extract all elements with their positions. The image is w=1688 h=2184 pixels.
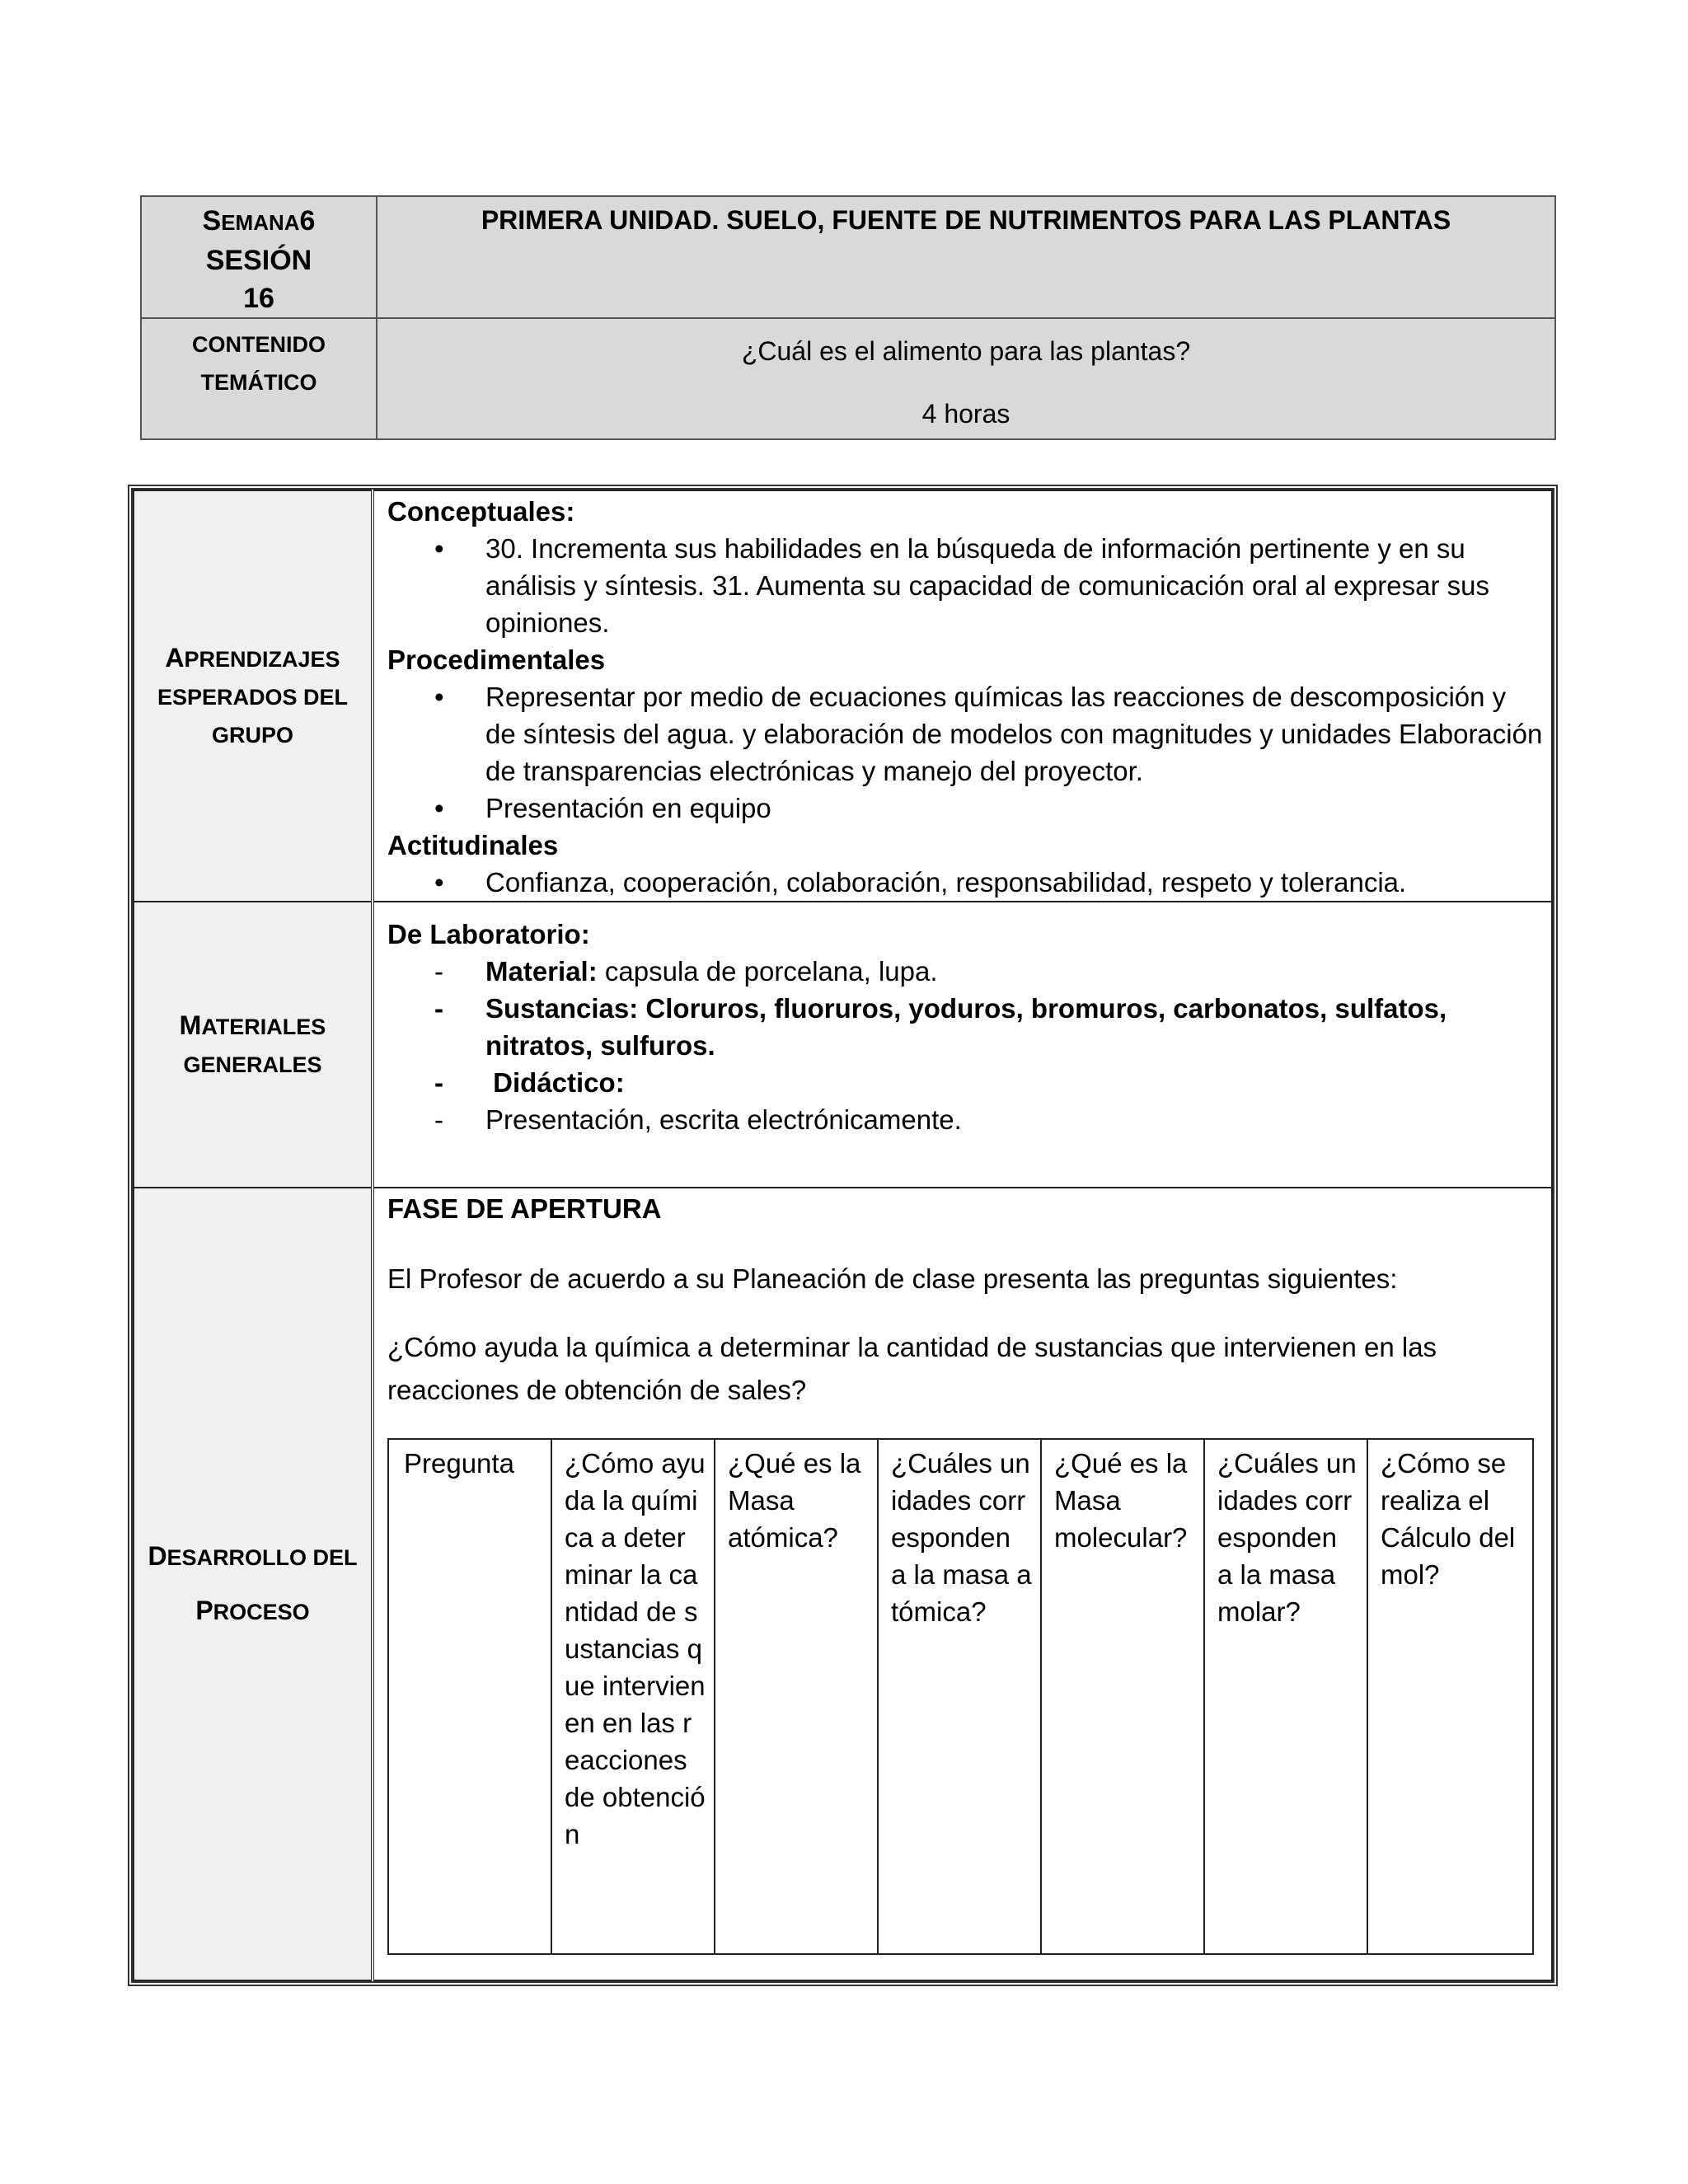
materiales-label: MATERIALES GENERALES [134, 902, 373, 1188]
desarrollo-label: DESARROLLO DEL PROCESO [134, 1188, 373, 1980]
actitudinales-title: Actitudinales [387, 830, 559, 860]
table-cell: Pregunta [388, 1439, 551, 1954]
list-item: • Confianza, cooperación, colaboración, responsabilidad, respeto y tolerancia. [485, 864, 1543, 901]
content-hours: 4 horas [921, 399, 1010, 429]
content-label-cell [141, 318, 377, 439]
aprendizajes-label: APRENDIZAJES ESPERADOS DEL GRUPO [134, 490, 373, 902]
procedimentales-list [387, 678, 1543, 827]
table-cell: ¿Cómo ayuda la química a determinar la cantidad de sustancias que intervienen en las reacciones de obtención [551, 1439, 715, 1954]
table-cell: ¿Cuáles unidades corresponden a la masa atómica? [878, 1439, 1041, 1954]
list-item: • Presentación en equipo [485, 790, 1543, 827]
fase-intro: El Profesor de acuerdo a su Planeación de clase presenta las preguntas siguientes: [387, 1263, 1398, 1294]
list-item: - Material: capsula de porcelana, lupa. [485, 953, 1543, 990]
content-label-line2: TEMÁTICO [200, 370, 317, 395]
list-item: • 30. Incrementa sus habilidades en la búsqueda de información pertinente y en su análisis y síntesis. 31. Aumenta su capacidad de comunicación oral al expresar sus opiniones. [485, 530, 1543, 641]
list-item: • Representar por medio de ecuaciones químicas las reacciones de descomposición y de síntesis del agua. y elaboración de modelos con magnitudes y unidades Elaboración de transparencias electrónicas y manejo del proyector. [485, 678, 1543, 790]
content-question: ¿Cuál es el alimento para las plantas? [741, 336, 1191, 366]
laboratorio-title: De Laboratorio: [387, 919, 590, 949]
fase-question: ¿Cómo ayuda la química a determinar la cantidad de sustancias que intervienen en las reacciones de obtención de sales? [387, 1332, 1437, 1405]
session-number: 16 [243, 283, 274, 314]
table-cell: ¿Qué es la Masa atómica? [715, 1439, 878, 1954]
main-table [133, 490, 1553, 1981]
unit-title: PRIMERA UNIDAD. SUELO, FUENTE DE NUTRIMENTOS PARA LAS PLANTAS [377, 196, 1555, 318]
list-item: - Sustancias: Cloruros, fluoruros, yoduros, bromuros, carbonatos, sulfatos, nitratos, sulfuros. [485, 990, 1543, 1064]
aprendizajes-content [373, 490, 1552, 902]
materiales-content [373, 902, 1552, 1188]
fase-title: FASE DE APERTURA [387, 1193, 662, 1224]
materiales-row [134, 902, 1552, 1188]
materiales-list [387, 953, 1543, 1101]
header-table [140, 195, 1556, 440]
week-session-cell [141, 196, 377, 318]
main-table-frame [128, 485, 1558, 1986]
desarrollo-row [134, 1188, 1552, 1980]
list-item: - Didáctico: [485, 1064, 1543, 1101]
list-item: - Presentación, escrita electrónicamente. [485, 1101, 1543, 1138]
questions-table [387, 1438, 1534, 1955]
table-cell: ¿Cómo se realiza el Cálculo del mol? [1367, 1439, 1533, 1954]
conceptuales-title: Conceptuales: [387, 496, 575, 527]
week-label: SEMANA6 [202, 205, 316, 237]
content-label-line1: CONTENIDO [192, 332, 326, 357]
content-cell [377, 318, 1555, 439]
table-row [388, 1439, 1533, 1954]
desarrollo-content [373, 1188, 1552, 1980]
table-cell: ¿Qué es la Masa molecular? [1041, 1439, 1204, 1954]
session-label: SESIÓN [205, 245, 312, 276]
procedimentales-title: Procedimentales [387, 644, 606, 675]
actitudinales-list [387, 864, 1543, 901]
aprendizajes-row [134, 490, 1552, 902]
conceptuales-list [387, 530, 1543, 641]
materiales-list-2 [387, 1101, 1543, 1138]
table-cell: ¿Cuáles unidades corresponden a la masa molar? [1204, 1439, 1367, 1954]
